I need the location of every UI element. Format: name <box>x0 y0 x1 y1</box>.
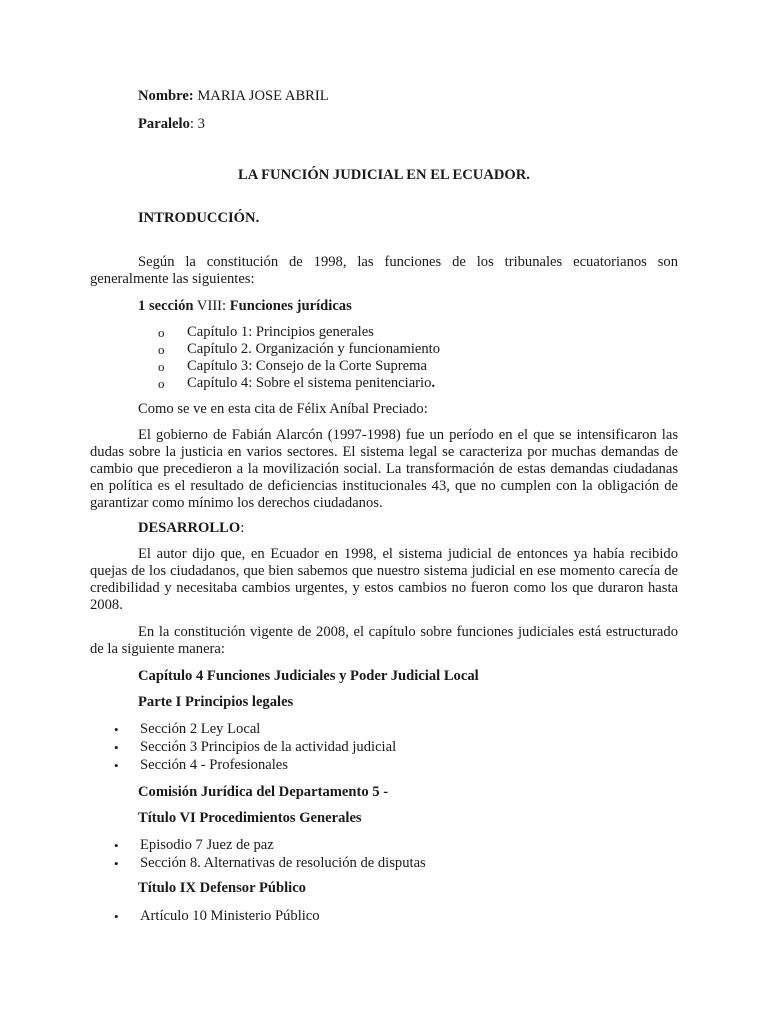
bullet-icon: • <box>114 838 119 853</box>
parte1-list <box>90 721 678 775</box>
chapters-list <box>138 324 678 392</box>
name-label: Nombre: <box>138 88 194 104</box>
quote-intro: Como se ve en esta cita de Félix Aníbal Preciado: <box>138 401 428 417</box>
titulo6-heading-text: Título VI Procedimientos Generales <box>138 810 362 826</box>
titulo6-list <box>90 837 678 873</box>
intro-heading-text: INTRODUCCIÓN. <box>138 210 260 226</box>
chapter-label: Capítulo 4: Sobre el sistema penitenciario <box>187 375 432 391</box>
section1-prefix: 1 sección <box>138 298 194 314</box>
list-item-label: Sección 2 Ley Local <box>140 721 261 737</box>
titulo9-list-container <box>90 908 678 926</box>
list-item <box>138 375 678 392</box>
section1-roman: VIII: <box>193 298 230 314</box>
titulo9-heading <box>138 880 678 897</box>
chapter-label: Capítulo 2. Organización y funcionamiento <box>187 341 441 357</box>
comision-heading <box>138 784 678 801</box>
intro-heading <box>138 210 678 227</box>
parte1-heading <box>138 694 678 711</box>
section1-heading <box>138 298 678 315</box>
list-item <box>138 324 678 341</box>
parte1-heading-text: Parte I Principios legales <box>138 694 294 710</box>
chapter-period: . <box>431 375 436 391</box>
list-item-label: Episodio 7 Juez de paz <box>140 837 274 853</box>
chapter-label: Capítulo 3: Consejo de la Corte Suprema <box>187 358 427 374</box>
circle-bullet-icon: o <box>158 342 165 357</box>
document-title: LA FUNCIÓN JUDICIAL EN EL ECUADOR. <box>238 167 530 183</box>
bullet-icon: • <box>114 722 119 737</box>
name-value: MARIA JOSE ABRIL <box>193 88 329 104</box>
circle-bullet-icon: o <box>158 359 165 374</box>
list-item <box>90 908 678 926</box>
intro-paragraph: Según la constitución de 1998, las funciones de los tribunales ecuatorianos son generalmente las siguientes: <box>90 254 678 287</box>
comision-heading-text: Comisión Jurídica del Departamento 5 - <box>138 784 389 800</box>
section1-name: Funciones jurídicas <box>229 298 352 314</box>
bullet-icon: • <box>114 758 119 773</box>
quote-paragraph: El gobierno de Fabián Alarcón (1997-1998) fue un período en el que se intensificaron las dudas sobre la justicia en varios sectores. El sistema legal se caracteriza por muchas demandas de cambio que precedieron a la movilización social. La transformación de estas demandas ciudadanas en política es el resultado de deficiencias institucionales 43, que no cumplen con la obligación de garantizar como mínimo los derechos ciudadanos. <box>90 427 678 511</box>
list-item <box>90 739 678 757</box>
desarrollo-heading <box>138 520 678 537</box>
paralelo-line <box>138 116 678 133</box>
titulo9-list <box>90 908 678 926</box>
list-item-label: Sección 8. Alternativas de resolución de disputas <box>140 855 426 871</box>
chapter-label: Capítulo 1: Principios generales <box>187 324 374 340</box>
cap4-heading-text: Capítulo 4 Funciones Judiciales y Poder Judicial Local <box>138 668 479 684</box>
desarrollo-heading-text: DESARROLLO <box>138 520 241 536</box>
circle-bullet-icon: o <box>158 325 165 340</box>
cap4-heading <box>138 668 678 685</box>
desarrollo-colon: : <box>240 520 245 536</box>
titulo9-heading-text: Título IX Defensor Público <box>138 880 306 896</box>
parte1-list-container <box>90 721 678 775</box>
list-item <box>90 721 678 739</box>
titulo6-heading <box>138 810 678 827</box>
list-item-label: Artículo 10 Ministerio Público <box>140 908 320 924</box>
list-item <box>138 341 678 358</box>
list-item <box>138 358 678 375</box>
titulo6-list-container <box>90 837 678 873</box>
list-item-label: Sección 3 Principios de la actividad judicial <box>140 739 397 755</box>
name-line <box>138 88 678 105</box>
list-item <box>90 757 678 775</box>
list-item <box>90 855 678 873</box>
paralelo-label: Paralelo <box>138 116 190 132</box>
circle-bullet-icon: o <box>158 376 165 391</box>
desarrollo-paragraph: El autor dijo que, en Ecuador en 1998, el sistema judicial de entonces ya había recibido quejas de los ciudadanos, que bien sabemos que nuestro sistema judicial en ese momento carecía de credibilidad y necesitaba cambios urgentes, y estos cambios no fueron como los que duraron hasta 2008. <box>90 546 678 613</box>
bullet-icon: • <box>114 909 119 924</box>
list-item <box>90 837 678 855</box>
paralelo-value: : 3 <box>189 116 205 132</box>
chapters-list-container <box>138 324 678 392</box>
bullet-icon: • <box>114 740 119 755</box>
list-item-label: Sección 4 - Profesionales <box>140 757 288 773</box>
bullet-icon: • <box>114 856 119 871</box>
constitucion-paragraph: En la constitución vigente de 2008, el capítulo sobre funciones judiciales está estructurado de la siguiente manera: <box>90 624 678 657</box>
